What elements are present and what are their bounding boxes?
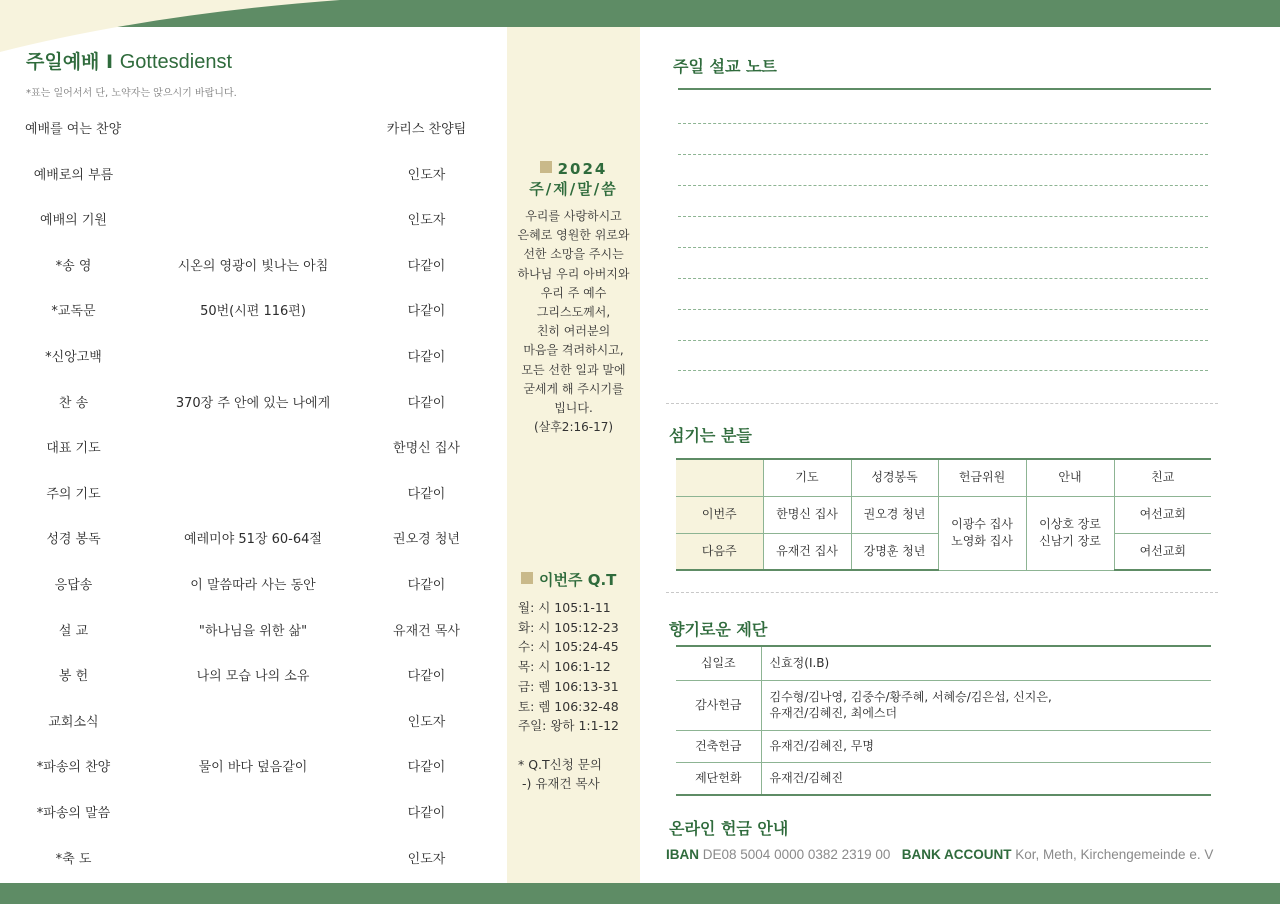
offering-names: 신효정(I.B) xyxy=(761,646,1211,680)
worship-order-list xyxy=(0,104,505,879)
table-header: 친교 xyxy=(1114,459,1211,496)
qt-heading: 이번주 Q.T xyxy=(521,569,616,590)
order-content: "하나님을 위한 삶" xyxy=(198,623,308,639)
order-name: *교독문 xyxy=(51,304,96,320)
order-row xyxy=(0,788,505,834)
offering-type: 감사헌금 xyxy=(676,680,761,730)
note-line xyxy=(678,185,1208,186)
order-leader: 다같이 xyxy=(407,395,446,411)
table-header: 안내 xyxy=(1026,459,1114,496)
order-name: *신앙고백 xyxy=(45,349,102,365)
order-leader: 인도자 xyxy=(407,167,446,183)
qt-item: 토: 렘 106:32-48 xyxy=(518,698,619,714)
offering-names: 김수형/김나영, 김중수/황주혜, 서혜승/김은섭, 신지은, 유재건/김혜진, 최에스더 xyxy=(761,680,1211,730)
order-leader: 다같이 xyxy=(407,258,446,274)
order-name: 찬 송 xyxy=(58,395,89,411)
order-row xyxy=(0,378,505,424)
order-row xyxy=(0,241,505,287)
qt-item: 수: 시 105:24-45 xyxy=(518,639,619,655)
order-row xyxy=(0,606,505,652)
table-cell xyxy=(676,459,763,496)
order-name: *파송의 말씀 xyxy=(36,805,111,821)
row-label: 이번주 xyxy=(676,496,763,533)
online-offering-title: 온라인 헌금 안내 xyxy=(669,819,789,838)
order-name: 주의 기도 xyxy=(46,486,101,502)
order-name: 성경 봉독 xyxy=(46,532,101,548)
order-name: 교회소식 xyxy=(48,714,99,730)
offering-names: 유재건/김혜진 xyxy=(761,762,1211,795)
note-line xyxy=(678,309,1208,310)
note-line xyxy=(678,370,1208,371)
order-name: 대표 기도 xyxy=(46,441,101,457)
offerings-title: 향기로운 제단 xyxy=(669,620,768,639)
table-row xyxy=(676,459,1211,496)
note-line xyxy=(678,340,1208,341)
order-row xyxy=(0,560,505,606)
order-leader: 한명신 집사 xyxy=(393,441,460,457)
qt-item: 금: 렘 106:13-31 xyxy=(518,678,619,694)
sermon-notes-title: 주일 설교 노트 xyxy=(673,57,777,76)
order-name: *송 영 xyxy=(55,258,92,274)
order-leader: 다같이 xyxy=(407,577,446,593)
offering-names: 유재건/김혜진, 무명 xyxy=(761,730,1211,762)
order-content: 예레미야 51장 60-64절 xyxy=(184,532,322,548)
order-name: *파송의 찬양 xyxy=(36,760,111,776)
note-line xyxy=(678,216,1208,217)
offerings-table xyxy=(676,645,1211,796)
top-corner-curve xyxy=(0,0,340,52)
section-divider xyxy=(666,592,1218,593)
bottom-banner xyxy=(0,883,1280,904)
qt-contact-note: * Q.T신청 문의 -) 유재건 목사 xyxy=(518,757,602,791)
qt-item: 월: 시 105:1-11 xyxy=(518,600,611,615)
order-row xyxy=(0,514,505,560)
order-leader: 카리스 찬양팀 xyxy=(386,122,467,137)
order-row xyxy=(0,469,505,515)
order-leader: 다같이 xyxy=(407,304,446,320)
note-line xyxy=(678,247,1208,248)
sidebar-panel xyxy=(507,27,640,883)
offering-type: 십일조 xyxy=(676,646,761,680)
table-header: 기도 xyxy=(763,459,851,496)
order-row xyxy=(0,651,505,697)
order-leader: 다같이 xyxy=(407,805,446,821)
order-row xyxy=(0,195,505,241)
order-name: 설 교 xyxy=(58,623,89,639)
table-row xyxy=(676,680,1211,730)
order-row xyxy=(0,742,505,788)
qt-item: 목: 시 106:1-12 xyxy=(518,659,611,675)
order-name: 예배로의 부름 xyxy=(33,167,114,183)
servers-table xyxy=(676,458,1211,571)
table-cell: 이광수 집사 노영화 집사 xyxy=(938,496,1026,570)
note-line xyxy=(678,154,1208,155)
table-cell: 여선교회 xyxy=(1114,533,1211,570)
order-leader: 다같이 xyxy=(407,669,446,685)
offering-type: 건축헌금 xyxy=(676,730,761,762)
order-row xyxy=(0,286,505,332)
order-content: 나의 모습 나의 소유 xyxy=(196,669,310,685)
order-name: *축 도 xyxy=(55,851,92,867)
order-content: 이 말씀따라 사는 동안 xyxy=(190,577,316,593)
theme-heading: 2024 주/제/말/씀 xyxy=(529,160,618,198)
qt-list xyxy=(518,598,619,736)
order-leader: 인도자 xyxy=(407,851,446,867)
note-line xyxy=(678,278,1208,279)
theme-verse: 우리를 사랑하시고 은혜로 영원한 위로와 선한 소망을 주시는 하나님 우리 아버지와 우리 주 예수 그리스도께서, 친히 여러분의 마음을 격려하시고, 모든 선한 일과 말에 굳세게 해 주시기를 빕니다. (살후2:16-17) xyxy=(517,209,630,435)
table-cell: 유재건 집사 xyxy=(763,533,851,570)
table-cell: 권오경 청년 xyxy=(851,496,938,533)
order-leader: 인도자 xyxy=(407,714,446,730)
qt-item: 주일: 왕하 1:1-12 xyxy=(518,718,619,734)
table-header: 헌금위원 xyxy=(938,459,1026,496)
worship-note: *표는 일어서서 단, 노약자는 앉으시기 바랍니다. xyxy=(26,88,237,99)
note-line xyxy=(678,123,1208,124)
order-row xyxy=(0,423,505,469)
order-row xyxy=(0,834,505,880)
section-divider xyxy=(666,403,1218,404)
order-leader: 권오경 청년 xyxy=(393,532,460,548)
row-label: 다음주 xyxy=(676,533,763,570)
table-row xyxy=(676,646,1211,680)
order-leader: 인도자 xyxy=(407,213,446,229)
order-content: 370장 주 안에 있는 나에게 xyxy=(175,395,331,411)
square-bullet-icon xyxy=(521,572,533,584)
order-content: 물이 바다 덮음같이 xyxy=(198,760,308,776)
order-row xyxy=(0,104,505,150)
order-row xyxy=(0,697,505,743)
order-leader: 다같이 xyxy=(407,349,446,365)
table-row xyxy=(676,730,1211,762)
order-row xyxy=(0,332,505,378)
order-name: 응답송 xyxy=(54,577,93,593)
table-header: 성경봉독 xyxy=(851,459,938,496)
square-bullet-icon xyxy=(540,161,552,173)
order-name: 봉 헌 xyxy=(58,669,89,685)
bank-account-info: IBAN DE08 5004 0000 0382 2319 00 BANK ACCOUNT Kor, Meth, Kirchengemeinde e. V xyxy=(666,847,1214,862)
table-row xyxy=(676,496,1211,533)
table-cell: 여선교회 xyxy=(1114,496,1211,533)
offering-type: 제단헌화 xyxy=(676,762,761,795)
qt-item: 화: 시 105:12-23 xyxy=(518,619,619,635)
order-content: 50번(시편 116편) xyxy=(200,304,306,320)
order-name: 예배를 여는 찬양 xyxy=(25,122,122,137)
order-leader: 유재건 목사 xyxy=(393,623,460,639)
worship-title: 주일예배 I Gottesdienst xyxy=(26,51,233,73)
servers-title: 섬기는 분들 xyxy=(669,426,752,445)
order-content: 시온의 영광이 빛나는 아침 xyxy=(177,258,329,274)
table-row xyxy=(676,762,1211,795)
order-leader: 다같이 xyxy=(407,486,446,502)
order-name: 예배의 기원 xyxy=(40,213,107,229)
table-cell: 강명훈 청년 xyxy=(851,533,938,570)
table-cell: 이상호 장로 신남기 장로 xyxy=(1026,496,1114,570)
order-leader: 다같이 xyxy=(407,760,446,776)
notes-title-underline xyxy=(678,88,1211,90)
order-row xyxy=(0,150,505,196)
table-cell: 한명신 집사 xyxy=(763,496,851,533)
